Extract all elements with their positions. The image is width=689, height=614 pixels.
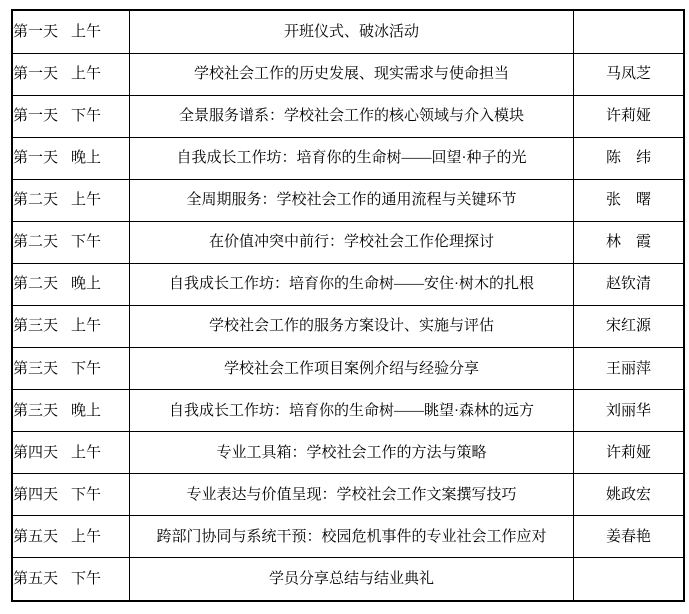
course-title: 在价值冲突中前行：学校社会工作伦理探讨 [208,234,494,251]
schedule-cell [12,53,130,95]
course-title: 学校社会工作项目案例介绍与经验分享 [223,360,479,377]
instructor-name: 陈 纬 [605,150,651,167]
instructor-cell [574,221,685,263]
schedule-cell [12,263,130,305]
instructor-cell [574,263,685,305]
day-label: 第五天 [13,571,59,588]
course-cell [130,95,574,137]
table-row [12,474,684,516]
instructor-cell [574,347,685,389]
table-row [12,390,684,432]
schedule-cell [12,137,130,179]
schedule-cell [12,432,130,474]
course-title: 自我成长工作坊：培育你的生命树——眺望·森林的远方 [169,402,534,419]
day-label: 第四天 [13,444,59,461]
time-label: 上午 [71,318,102,335]
course-cell [130,516,574,558]
instructor-cell [574,558,685,601]
time-label: 下午 [71,486,102,503]
course-cell [130,432,574,474]
table-row [12,179,684,221]
instructor-name: 张 曙 [605,192,651,209]
schedule-cell [12,221,130,263]
instructor-cell [574,516,685,558]
instructor-cell [574,53,685,95]
table-row [12,95,684,137]
day-label: 第五天 [13,528,59,545]
course-cell [130,390,574,432]
course-cell [130,137,574,179]
day-label: 第四天 [13,486,59,503]
time-label: 晚上 [71,150,102,167]
schedule-cell [12,516,130,558]
table-row [12,263,684,305]
instructor-cell [574,10,685,53]
table-row [12,347,684,389]
time-label: 下午 [71,108,102,125]
instructor-name: 王丽萍 [605,360,651,377]
course-cell [130,221,574,263]
instructor-cell [574,305,685,347]
course-title: 专业工具箱：学校社会工作的方法与策略 [216,444,487,461]
schedule-cell [12,347,130,389]
schedule-cell [12,390,130,432]
schedule-cell [12,179,130,221]
table-row [12,53,684,95]
course-title: 学校社会工作的历史发展、现实需求与使命担当 [193,66,509,83]
time-label: 晚上 [71,402,102,419]
instructor-name: 马凤芝 [605,66,651,83]
instructor-cell [574,179,685,221]
instructor-name: 赵钦清 [605,276,651,293]
instructor-cell [574,95,685,137]
instructor-name: 刘丽华 [605,402,651,419]
time-label: 下午 [71,234,102,251]
day-label: 第一天 [13,66,59,83]
time-label: 下午 [71,360,102,377]
course-title: 学校社会工作的服务方案设计、实施与评估 [208,318,494,335]
day-label: 第一天 [13,108,59,125]
schedule-cell [12,474,130,516]
schedule-cell [12,558,130,601]
table-row [12,305,684,347]
course-title: 自我成长工作坊：培育你的生命树——回望·种子的光 [176,150,527,167]
time-label: 上午 [71,66,102,83]
day-label: 第三天 [13,360,59,377]
schedule-cell [12,10,130,53]
instructor-name: 许莉娅 [605,108,651,125]
instructor-cell [574,474,685,516]
course-title: 自我成长工作坊：培育你的生命树——安住·树木的扎根 [169,276,534,293]
day-label: 第二天 [13,276,59,293]
course-cell [130,179,574,221]
instructor-name: 宋红源 [605,318,651,335]
table-row [12,432,684,474]
time-label: 上午 [71,528,102,545]
training-schedule-table [11,9,685,602]
instructor-name: 姜春艳 [605,528,651,545]
course-title: 专业表达与价值呈现：学校社会工作文案撰写技巧 [186,486,517,503]
day-label: 第二天 [13,192,59,209]
course-title: 全周期服务：学校社会工作的通用流程与关键环节 [186,192,517,209]
day-label: 第二天 [13,234,59,251]
day-label: 第一天 [13,23,59,40]
course-title: 学员分享总结与结业典礼 [268,571,434,588]
schedule-cell [12,95,130,137]
table-row [12,221,684,263]
instructor-cell [574,137,685,179]
schedule-cell [12,305,130,347]
table-row [12,137,684,179]
course-title: 全景服务谱系：学校社会工作的核心领域与介入模块 [178,108,524,125]
course-cell [130,305,574,347]
course-cell [130,347,574,389]
time-label: 上午 [71,192,102,209]
table-row [12,558,684,601]
day-label: 第三天 [13,402,59,419]
day-label: 第三天 [13,318,59,335]
time-label: 晚上 [71,276,102,293]
time-label: 上午 [71,23,102,40]
time-label: 上午 [71,444,102,461]
course-cell [130,558,574,601]
table-row [12,516,684,558]
course-title: 开班仪式、破冰活动 [283,23,419,40]
day-label: 第一天 [13,150,59,167]
time-label: 下午 [71,571,102,588]
course-cell [130,53,574,95]
instructor-name: 林 霞 [605,234,651,251]
course-title: 跨部门协同与系统干预：校园危机事件的专业社会工作应对 [156,528,547,545]
instructor-cell [574,390,685,432]
instructor-name: 许莉娅 [605,444,651,461]
instructor-name: 姚政宏 [605,486,651,503]
course-cell [130,10,574,53]
course-cell [130,474,574,516]
table-row [12,10,684,53]
course-cell [130,263,574,305]
instructor-cell [574,432,685,474]
